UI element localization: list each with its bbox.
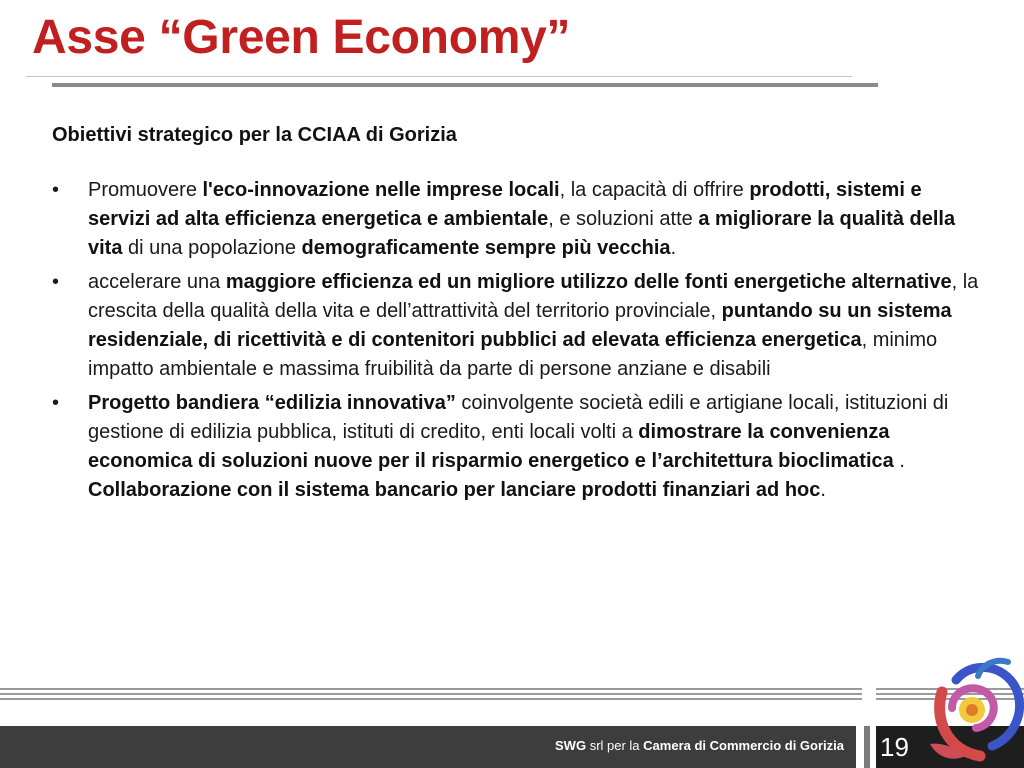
bullet-list (52, 176, 982, 510)
bullet-marker: • (52, 271, 60, 293)
title-divider-thin (26, 76, 852, 77)
footer-separator (862, 688, 864, 768)
footer-stripes (0, 688, 1024, 702)
section-subtitle: Obiettivi strategico per la CCIAA di Gorizia (52, 124, 457, 146)
bullet-text: Progetto bandiera “edilizia innovativa” coinvolgente società edili e artigiane locali, istituzioni di gestione di edilizia pubblica, istituti di credito, enti locali volti a dimostrare la convenienza economica di soluzioni nuove per il risparmio energetico e l’architettura bioclimatica . Collaborazione con il sistema bancario per lanciare prodotti finanziari ad hoc. (88, 392, 949, 501)
bullet-text: accelerare una maggiore efficienza ed un migliore utilizzo delle fonti energetiche alternative, la crescita della qualità della vita e dell’attrattività del territorio provinciale, puntando su un sistema residenziale, di ricettività e di contenitori pubblici ad elevata efficienza energetica, minimo impatto ambientale e massima fruibilità da parte di persone anziane e disabili (88, 271, 979, 380)
bullet-text: Promuovere l'eco-innovazione nelle imprese locali, la capacità di offrire prodotti, sistemi e servizi ad alta efficienza energetica e ambientale, e soluzioni atte a migliorare la qualità della vita di una popolazione demograficamente sempre più vecchia. (88, 179, 956, 259)
bullet-item (52, 389, 982, 505)
bullet-marker: • (52, 392, 60, 414)
bullet-marker: • (52, 179, 60, 201)
footer-bar (0, 726, 1024, 768)
footer-credit: SWG srl per la Camera di Commercio di Gorizia (555, 738, 844, 753)
slide-title: Asse “Green Economy” (32, 11, 571, 64)
bullet-item (52, 268, 982, 384)
swirl-logo-icon (912, 652, 1024, 768)
bullet-item (52, 176, 982, 263)
title-divider-thick (52, 83, 878, 87)
page-number: 19 (880, 732, 909, 762)
